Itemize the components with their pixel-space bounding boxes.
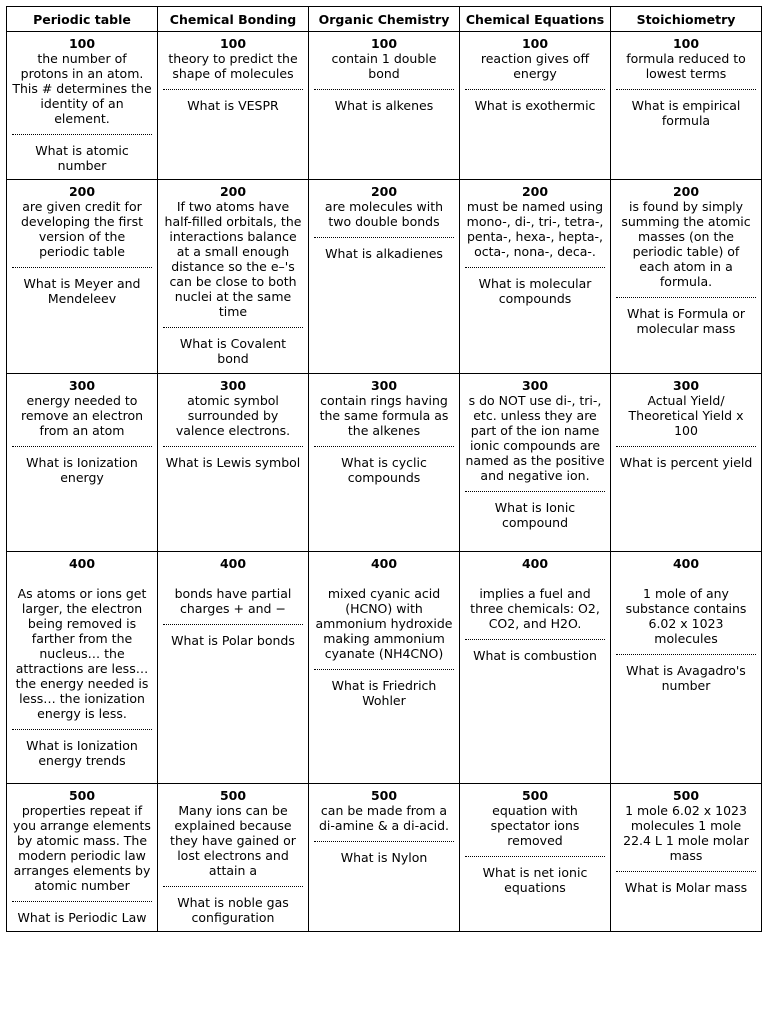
dotted-divider (465, 491, 605, 492)
points-value: 500 (521, 788, 549, 803)
table-row (7, 32, 762, 180)
answer-text: What is percent yield (619, 455, 753, 470)
dotted-divider (314, 841, 454, 842)
clue-text: theory to predict the shape of molecules (168, 51, 298, 81)
answer-text: What is alkenes (334, 98, 434, 113)
clue-cell (611, 552, 762, 784)
answer-text: What is Ionization energy (26, 455, 138, 485)
points-value: 400 (521, 556, 549, 571)
dotted-divider (12, 267, 152, 268)
clue-cell (158, 552, 309, 784)
table-row (7, 552, 762, 784)
clue-text: Many ions can be explained because they have gained or lost electrons and attain a (170, 803, 296, 878)
clue-cell (7, 32, 158, 180)
dotted-divider (465, 267, 605, 268)
clue-cell (158, 180, 309, 374)
clue-text: reaction gives off energy (480, 51, 590, 81)
clue-cell (460, 180, 611, 374)
points-value: 100 (68, 36, 96, 51)
points-value: 200 (672, 184, 700, 199)
dotted-divider (12, 901, 152, 902)
dotted-divider (314, 89, 454, 90)
dotted-divider (163, 446, 303, 447)
points-value: 500 (370, 788, 398, 803)
points-value: 200 (521, 184, 549, 199)
points-value: 400 (672, 556, 700, 571)
jeopardy-table (6, 6, 762, 932)
dotted-divider (616, 654, 756, 655)
points-value: 100 (219, 36, 247, 51)
clue-cell (158, 784, 309, 932)
category-header: Organic Chemistry (309, 7, 460, 32)
clue-cell (309, 784, 460, 932)
points-value: 300 (219, 378, 247, 393)
points-value: 300 (521, 378, 549, 393)
answer-text: What is Polar bonds (171, 633, 295, 648)
clue-cell (7, 374, 158, 552)
dotted-divider (314, 669, 454, 670)
points-value: 300 (672, 378, 700, 393)
category-header: Stoichiometry (611, 7, 762, 32)
points-value: 500 (68, 788, 96, 803)
dotted-divider (12, 446, 152, 447)
category-header: Chemical Bonding (158, 7, 309, 32)
clue-cell (611, 32, 762, 180)
clue-text: are molecules with two double bonds (324, 199, 444, 229)
clue-cell (460, 784, 611, 932)
clue-text: equation with spectator ions removed (490, 803, 580, 848)
answer-text: What is Molar mass (624, 880, 748, 895)
dotted-divider (163, 886, 303, 887)
clue-text: bonds have partial charges + and − (174, 586, 292, 616)
points-value: 100 (370, 36, 398, 51)
points-value: 400 (370, 556, 398, 571)
dotted-divider (616, 297, 756, 298)
dotted-divider (465, 639, 605, 640)
dotted-divider (616, 89, 756, 90)
answer-text: What is Covalent bond (179, 336, 287, 366)
clue-text: implies a fuel and three chemicals: O2, CO2, and H2O. (470, 586, 600, 631)
answer-text: What is Periodic Law (17, 910, 147, 925)
answer-text: What is Ionic compound (494, 500, 576, 530)
clue-text: As atoms or ions get larger, the electron being removed is farther from the nucleus… the attractions are less… the energy needed is less… the ionization energy is less. (15, 586, 149, 721)
points-value: 200 (68, 184, 96, 199)
dotted-divider (163, 89, 303, 90)
answer-text: What is Friedrich Wohler (331, 678, 437, 708)
clue-text: If two atoms have half-filled orbitals, the interactions balance at a small enough distance so the e–'s can be close to both nuclei at the same time (164, 199, 302, 319)
answer-text: What is Lewis symbol (165, 455, 301, 470)
points-value: 200 (219, 184, 247, 199)
clue-text: are given credit for developing the first version of the periodic table (21, 199, 143, 259)
clue-cell (309, 180, 460, 374)
points-value: 100 (672, 36, 700, 51)
clue-cell (611, 180, 762, 374)
answer-text: What is molecular compounds (478, 276, 592, 306)
clue-text: contain 1 double bond (331, 51, 437, 81)
answer-text: What is exothermic (474, 98, 596, 113)
clue-text: s do NOT use di-, tri-, etc. unless they are part of the ion name ionic compounds are named as the positive and negative ion. (465, 393, 605, 483)
clue-cell (158, 374, 309, 552)
dotted-divider (616, 446, 756, 447)
clue-text: mixed cyanic acid (HCNO) with ammonium hydroxide making ammonium cyanate (NH4CNO) (315, 586, 453, 661)
dotted-divider (616, 871, 756, 872)
clue-cell (309, 552, 460, 784)
points-value: 500 (219, 788, 247, 803)
clue-text: atomic symbol surrounded by valence electrons. (175, 393, 291, 438)
points-value: 100 (521, 36, 549, 51)
clue-cell (460, 374, 611, 552)
clue-cell (460, 32, 611, 180)
dotted-divider (163, 327, 303, 328)
answer-text: What is Nylon (340, 850, 428, 865)
points-value: 300 (370, 378, 398, 393)
clue-text: is found by simply summing the atomic masses (on the periodic table) of each atom in a formula. (621, 199, 751, 289)
clue-cell (7, 552, 158, 784)
clue-text: contain rings having the same formula as the alkenes (319, 393, 449, 438)
points-value: 400 (68, 556, 96, 571)
points-value: 500 (672, 788, 700, 803)
clue-cell (158, 32, 309, 180)
dotted-divider (12, 729, 152, 730)
clue-text: 1 mole of any substance contains 6.02 x 1023 molecules (625, 586, 747, 646)
clue-cell (309, 32, 460, 180)
category-header: Periodic table (7, 7, 158, 32)
table-row (7, 784, 762, 932)
clue-text: Actual Yield/ Theoretical Yield x 100 (628, 393, 744, 438)
answer-text: What is Meyer and Mendeleev (23, 276, 141, 306)
clue-text: energy needed to remove an electron from an atom (20, 393, 144, 438)
dotted-divider (314, 446, 454, 447)
table-row (7, 374, 762, 552)
dotted-divider (465, 89, 605, 90)
answer-text: What is net ionic equations (482, 865, 588, 895)
clue-cell (460, 552, 611, 784)
clue-cell (7, 784, 158, 932)
clue-text: can be made from a di-amine & a di-acid. (319, 803, 449, 833)
clue-text: properties repeat if you arrange elements by atomic mass. The modern periodic law arranges elements by atomic number (13, 803, 151, 893)
answer-text: What is noble gas configuration (177, 895, 289, 925)
clue-text: the number of protons in an atom. This # determines the identity of an element. (12, 51, 152, 126)
clue-cell (611, 374, 762, 552)
answer-text: What is VESPR (187, 98, 279, 113)
points-value: 200 (370, 184, 398, 199)
answer-text: What is alkadienes (325, 246, 443, 261)
dotted-divider (163, 624, 303, 625)
answer-text: What is Formula or molecular mass (626, 306, 746, 336)
clue-text: formula reduced to lowest terms (626, 51, 746, 81)
answer-text: What is combustion (473, 648, 597, 663)
dotted-divider (12, 134, 152, 135)
table-row (7, 180, 762, 374)
dotted-divider (465, 856, 605, 857)
answer-text: What is cyclic compounds (341, 455, 427, 485)
category-header: Chemical Equations (460, 7, 611, 32)
points-value: 400 (219, 556, 247, 571)
clue-cell (309, 374, 460, 552)
clue-cell (7, 180, 158, 374)
clue-cell (611, 784, 762, 932)
category-header-row (7, 7, 762, 32)
clue-text: must be named using mono-, di-, tri-, tetra-, penta-, hexa-, hepta-, octa-, nona-, deca-. (466, 199, 604, 259)
dotted-divider (314, 237, 454, 238)
answer-text: What is Ionization energy trends (26, 738, 138, 768)
clue-text: 1 mole 6.02 x 1023 molecules 1 mole 22.4 L 1 mole molar mass (623, 803, 749, 863)
answer-text: What is empirical formula (631, 98, 741, 128)
answer-text: What is Avagadro's number (626, 663, 746, 693)
answer-text: What is atomic number (35, 143, 129, 173)
points-value: 300 (68, 378, 96, 393)
